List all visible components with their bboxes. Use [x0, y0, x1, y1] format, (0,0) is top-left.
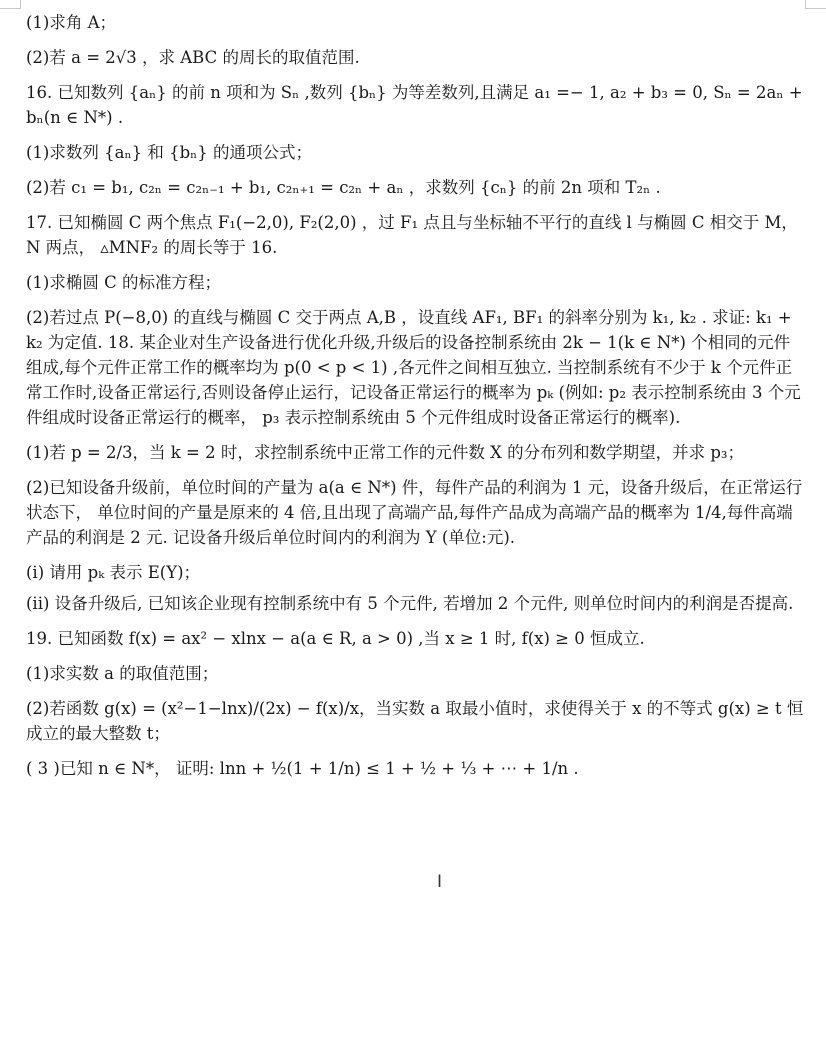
document-page: [26, 10, 806, 791]
paragraph-19-part-3: ( 3 )已知 n ∈ N*， 证明: lnn + ½(1 + 1/n) ≤ 1 + ½ + ⅓ + ⋯ + 1/n .: [26, 759, 579, 778]
paragraph-17-part-1: (1)求椭圆 C 的标准方程；: [26, 273, 221, 292]
page-corner-mark-right: [805, 0, 826, 9]
page-corner-mark-left: [0, 0, 21, 9]
paragraph-17-part-2-and-18: (2)若过点 P(−8,0) 的直线与椭圆 C 交于两点 A,B ，设直线 AF₁, BF₁ 的斜率分别为 k₁, k₂ . 求证: k₁ + k₂ 为定值. 18. 某企业对生产设备进行优化升级,升级后的设备控制系统由 2k − 1(k ∈ N*) 个相同的元件组成,每个元件正常工作的概率均为 p(0 < p < 1) ,各元件之间相互独立. 当控制系统有不少于 k 个元件正常工作时,设备正常运行,否则设备停止运行，记设备正常运行的概率为 pₖ (例如: p₂ 表示控制系统由 3 个元件组成时设备正常运行的概率， p₃ 表示控制系统由 5 个元件组成时设备正常运行的概率).: [26, 308, 801, 427]
paragraph-15-part-1: (1)求角 A；: [26, 13, 117, 32]
paragraph-17-question: 17. 已知椭圆 C 两个焦点 F₁(−2,0), F₂(2,0) ，过 F₁ 点且与坐标轴不平行的直线 l 与椭圆 C 相交于 M， N 两点， ▵MNF₂ 的周长等于 16.: [26, 213, 804, 257]
paragraph-16-part-1: (1)求数列 {aₙ} 和 {bₙ} 的通项公式；: [26, 143, 313, 162]
paragraph-19-part-1: (1)求实数 a 的取值范围；: [26, 664, 219, 683]
paragraph-19-part-2: (2)若函数 g(x) = (x²−1−lnx)/(2x) − f(x)/x，当实数 a 取最小值时，求使得关于 x 的不等式 g(x) ≥ t 恒成立的最大整数 t；: [26, 699, 804, 743]
paragraph-18-part-2: (2)已知设备升级前，单位时间的产量为 a(a ∈ N*) 件，每件产品的利润为 1 元，设备升级后，在正常运行状态下， 单位时间的产量是原来的 4 倍,且出现了高端产品,每件产品成为高端产品的概率为 1/4,每件高端产品的利润是 2 元. 记设备升级后单位时间内的利润为 Y (单位:元).: [26, 478, 803, 547]
paragraph-19-question: 19. 已知函数 f(x) = ax² − xlnx − a(a ∈ R, a > 0) ,当 x ≥ 1 时, f(x) ≥ 0 恒成立.: [26, 629, 645, 648]
paragraph-15-part-2: (2)若 a = 2√3 ，求 ABC 的周长的取值范围.: [26, 48, 360, 67]
text-cursor-icon: I: [437, 872, 443, 892]
paragraph-18-part-1: (1)若 p = 2/3，当 k = 2 时，求控制系统中正常工作的元件数 X 的分布列和数学期望，并求 p₃；: [26, 443, 745, 462]
paragraph-18-part-2-ii: (ii) 设备升级后, 已知该企业现有控制系统中有 5 个元件, 若增加 2 个元件, 则单位时间内的利润是否提高.: [26, 594, 794, 613]
paragraph-16-part-2: (2)若 c₁ = b₁, c₂ₙ = c₂ₙ₋₁ + b₁, c₂ₙ₊₁ = c₂ₙ + aₙ ，求数列 {cₙ} 的前 2n 项和 T₂ₙ .: [26, 178, 661, 197]
paragraph-18-part-2-i: (i) 请用 pₖ 表示 E(Y)；: [26, 563, 201, 582]
paragraph-16-question: 16. 已知数列 {aₙ} 的前 n 项和为 Sₙ ,数列 {bₙ} 为等差数列,且满足 a₁ =− 1, a₂ + b₃ = 0, Sₙ = 2aₙ + bₙ(n ∈ N*) .: [26, 83, 808, 127]
